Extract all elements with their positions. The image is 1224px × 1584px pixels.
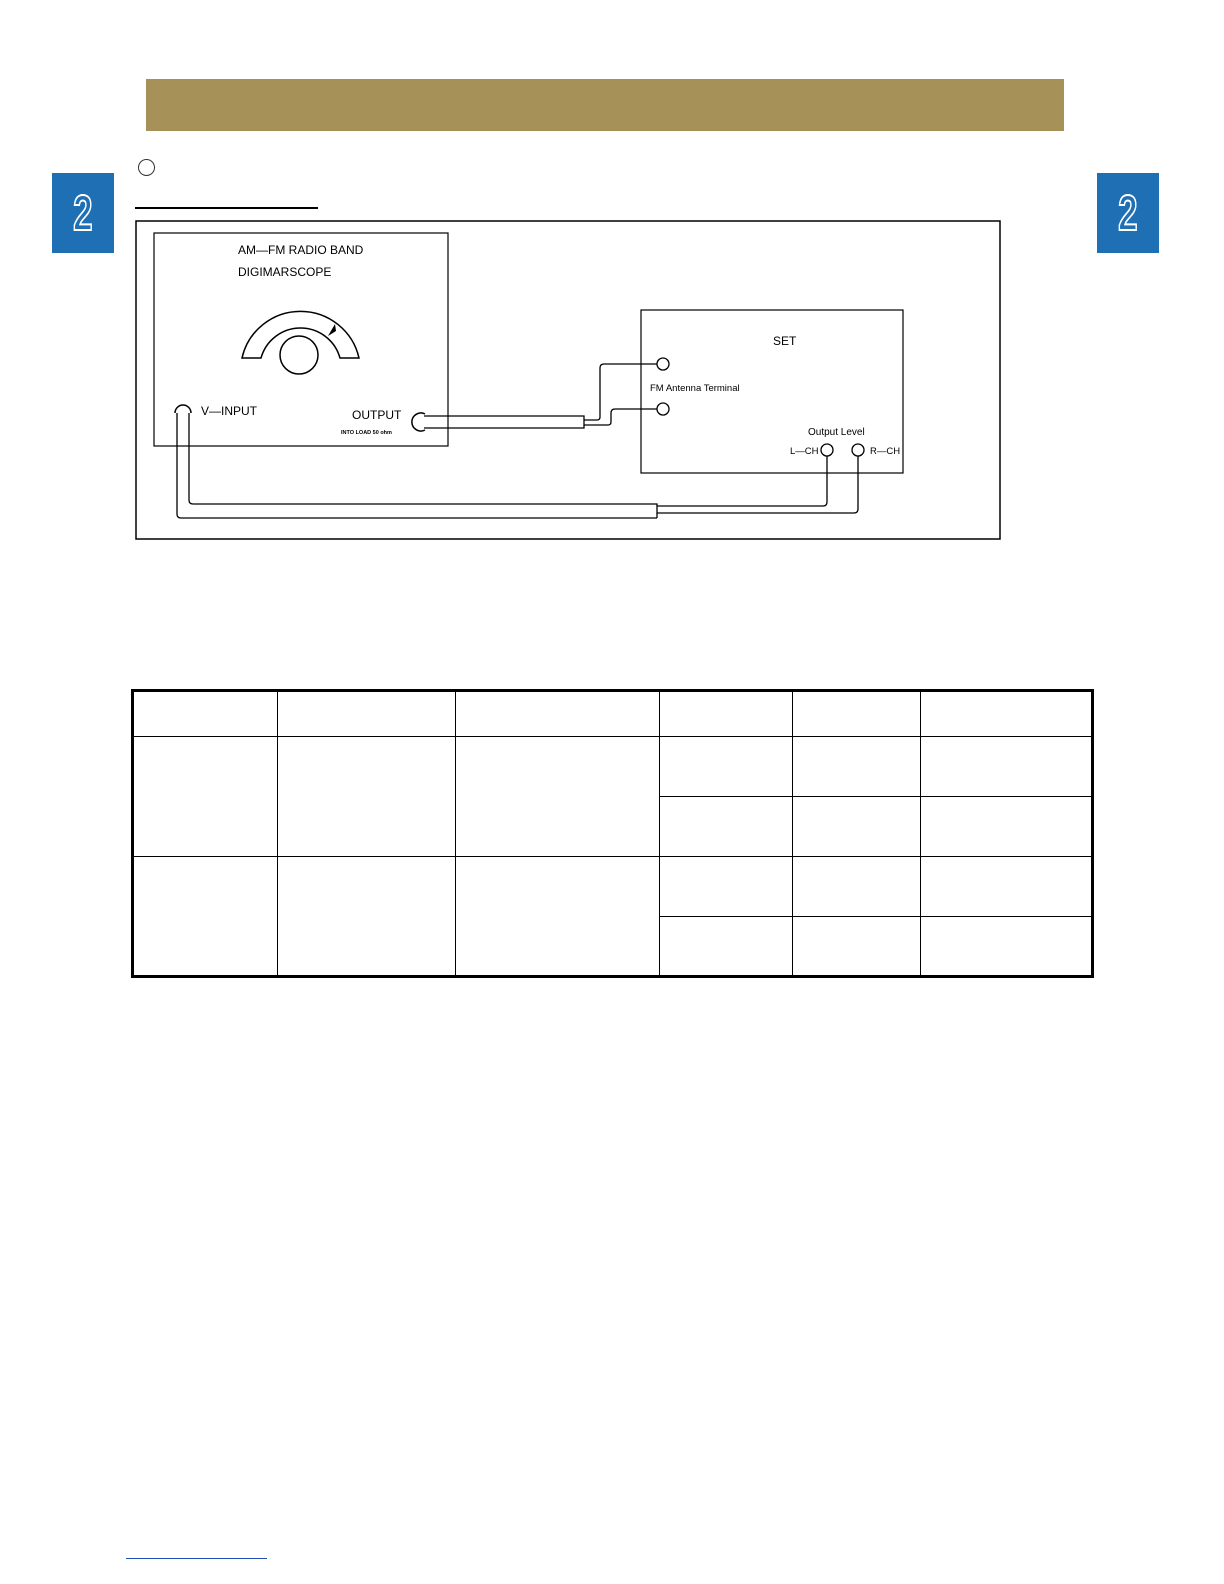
table-cell [133,737,278,857]
table-cell [921,857,1093,917]
table-cell [660,691,793,737]
table-cell [278,737,456,857]
output-label: OUTPUT [352,408,402,422]
table-cell [456,691,660,737]
l-ch-label: L—CH [790,446,819,457]
tuning-knob-icon [280,336,318,374]
v-input-jack-icon [175,405,191,413]
table-cell [660,797,793,857]
page-number: 2 [1118,185,1138,241]
table-cell [793,917,921,977]
table-row [133,737,1093,797]
antenna-terminal-icon [657,358,669,370]
table-cell [921,797,1093,857]
table-cell [456,857,660,977]
output-level-label: Output Level [808,427,865,438]
specification-table [131,689,1094,978]
table-cell [793,797,921,857]
r-ch-jack-icon [852,444,864,456]
table-cell [921,691,1093,737]
l-ch-jack-icon [821,444,833,456]
table-cell [793,691,921,737]
fm-output-cable [424,364,657,428]
table-cell [660,857,793,917]
antenna-terminal-icon [657,403,669,415]
footer-link-underline [126,1558,267,1559]
signal-generator [154,233,448,446]
v-input-cable [177,413,858,518]
fm-antenna-label: FM Antenna Terminal [650,383,740,394]
v-input-label: V—INPUT [201,404,258,418]
table-cell [133,857,278,977]
dial-icon [242,311,359,358]
output-load-label: INTO LOAD 50 ohm [341,430,392,436]
table-cell [921,917,1093,977]
table-cell [456,737,660,857]
set-unit [641,310,903,473]
page-number: 2 [73,185,93,241]
table-cell [660,917,793,977]
table-header-row [133,691,1093,737]
generator-label-line1: AM—FM RADIO BAND [238,243,364,257]
table-row [133,857,1093,917]
table-cell [278,857,456,977]
connection-diagram [0,0,1224,600]
table-cell [278,691,456,737]
dial-pointer-icon [328,324,336,336]
table-cell [921,737,1093,797]
r-ch-label: R—CH [870,446,901,457]
generator-label-line2: DIGIMARSCOPE [238,265,332,279]
table-cell [793,857,921,917]
set-label: SET [773,334,797,348]
table-cell [660,737,793,797]
table-cell [133,691,278,737]
output-jack-icon [412,413,425,431]
table-cell [793,737,921,797]
